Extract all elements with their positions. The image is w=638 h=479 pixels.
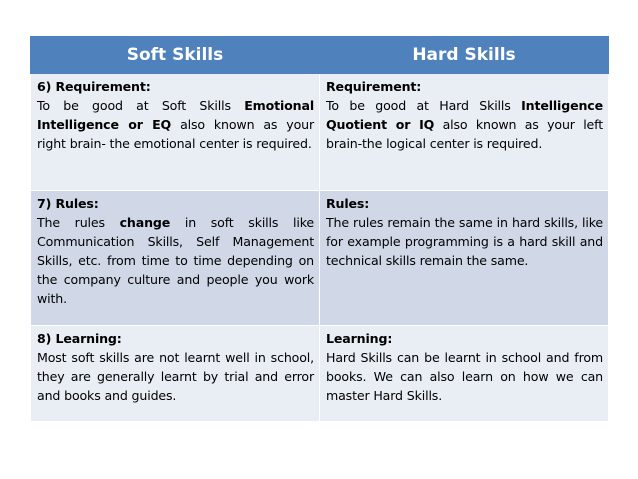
cell-text: The rules remain the same in hard skills, like for example programming is a hard skill and technical skills remain the same.: [326, 215, 603, 268]
cell-text: To be good at Hard Skills: [326, 98, 522, 113]
cell-title: 8) Learning:: [37, 331, 122, 346]
header-row: [31, 37, 609, 74]
bold-term: Intelligence Quotient or IQ: [326, 98, 603, 132]
hard-skills-cell: [320, 326, 609, 422]
hard-skills-cell: [320, 74, 609, 191]
cell-text: Most soft skills are not learnt well in school, they are generally learnt by trial and error and books and guides.: [37, 350, 314, 403]
bold-term: change: [119, 215, 171, 230]
comparison-table: [30, 36, 609, 422]
header-soft-skills: Soft Skills: [31, 37, 320, 74]
table-row: [31, 74, 609, 191]
cell-body: [37, 215, 314, 306]
soft-skills-cell: [31, 326, 320, 422]
cell-text: also known as your right brain- the emotional center is required.: [37, 117, 314, 151]
cell-text: Hard Skills can be learnt in school and from books. We can also learn on how we can master Hard Skills.: [326, 350, 603, 403]
table-row: [31, 191, 609, 326]
table-row: [31, 326, 609, 422]
cell-body: [326, 350, 603, 403]
cell-text: also known as your left brain-the logical center is required.: [326, 117, 603, 151]
bold-term: Emotional Intelligence or EQ: [37, 98, 314, 132]
cell-text: in soft skills like Communication Skills, Self Management Skills, etc. from time to time depending on the company culture and people you work with.: [37, 215, 314, 306]
soft-skills-cell: [31, 74, 320, 191]
cell-body: [326, 98, 603, 151]
cell-title: Rules:: [326, 196, 370, 211]
cell-text: The rules: [37, 215, 120, 230]
hard-skills-cell: [320, 191, 609, 326]
cell-title: 7) Rules:: [37, 196, 99, 211]
cell-title: Requirement:: [326, 79, 422, 94]
soft-skills-cell: [31, 191, 320, 326]
cell-text: To be good at Soft Skills: [37, 98, 245, 113]
cell-body: [37, 350, 314, 403]
header-hard-skills: Hard Skills: [320, 37, 609, 74]
cell-title: Learning:: [326, 331, 393, 346]
cell-title: 6) Requirement:: [37, 79, 151, 94]
cell-body: [326, 215, 603, 268]
cell-body: [37, 98, 314, 151]
